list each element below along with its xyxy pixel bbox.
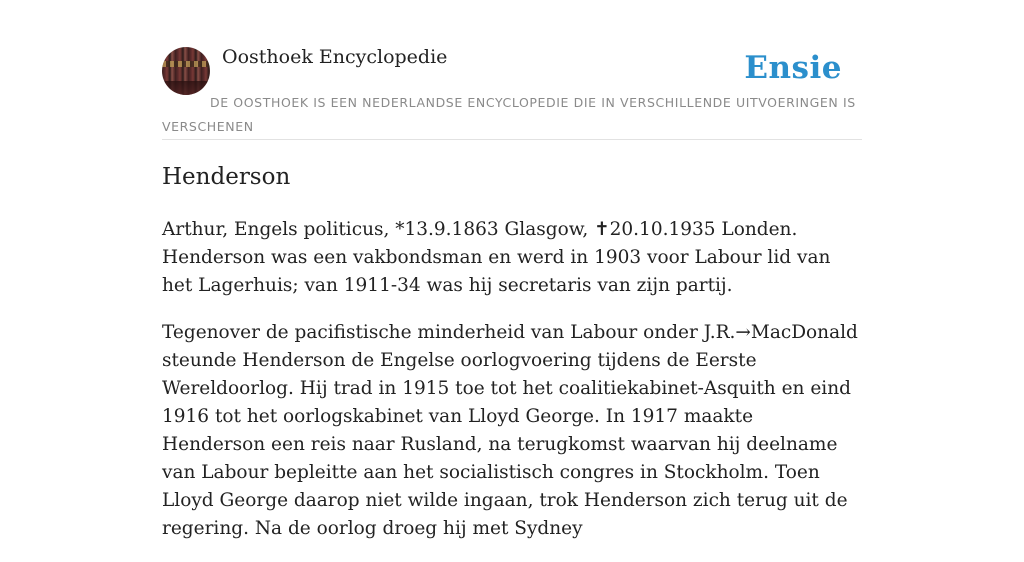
site-tagline: DE OOSTHOEK IS EEN NEDERLANDSE ENCYCLOPEDIE DIE IN VERSCHILLENDE UITVOERINGEN IS VERSCHENEN xyxy=(162,95,856,134)
article-body xyxy=(162,216,862,562)
site-name-link[interactable]: Oosthoek Encyclopedie xyxy=(222,46,448,68)
ensie-logo[interactable]: Ensie xyxy=(744,50,842,86)
page-title: Henderson xyxy=(162,164,291,190)
article-paragraph: Tegenover de pacifistische minderheid van Labour onder J.R.→MacDonald steunde Henderson de Engelse oorlogvoering tijdens de Eerste Wereldoorlog. Hij trad in 1915 toe tot het coalitiekabinet-Asquith en eind 1916 tot het oorlogskabinet van Lloyd George. In 1917 maakte Henderson een reis naar Rusland, na terugkomst waarvan hij deelname van Labour bepleitte aan het socialistisch congres in Stockholm. Toen Lloyd George daarop niet wilde ingaan, trok Henderson zich terug uit de regering. Na de oorlog droeg hij met Sydney xyxy=(162,322,858,539)
article-paragraph: Arthur, Engels politicus, *13.9.1863 Glasgow, ✝20.10.1935 Londen. Henderson was een vakbondsman en werd in 1903 voor Labour lid van het Lagerhuis; van 1911-34 was hij secretaris van zijn partij. xyxy=(162,219,831,296)
page-container xyxy=(162,0,862,539)
book-spines-icon[interactable] xyxy=(162,47,210,95)
site-header xyxy=(162,0,862,140)
